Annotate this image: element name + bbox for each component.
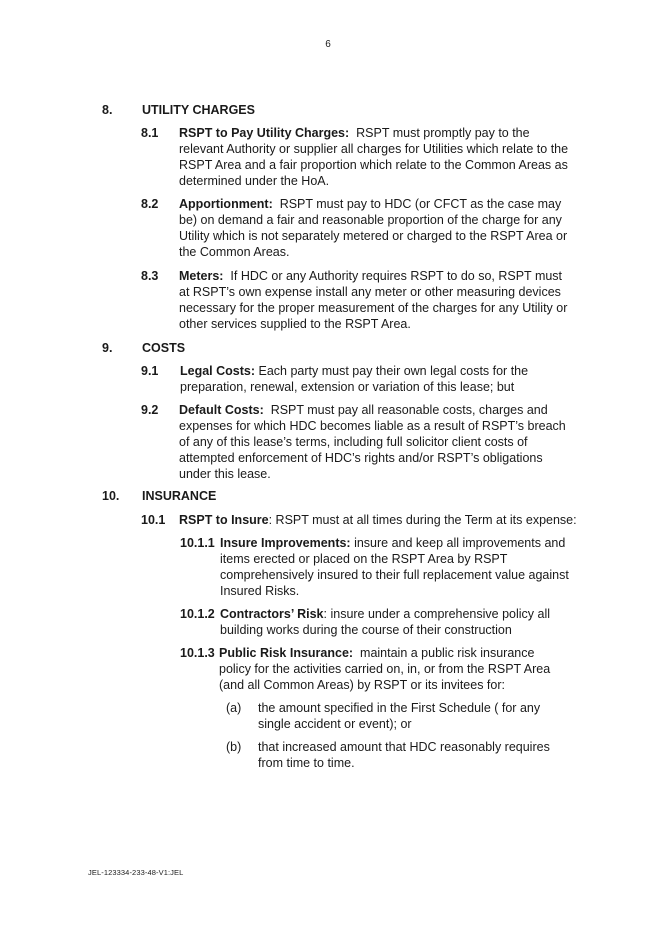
section-title: UTILITY CHARGES xyxy=(142,103,255,117)
clause-text: RSPT must pay all reasonable costs, charges and expenses for which HDC becomes liable as a result of RSPT’s breach of any of this lease’s terms, including full solicitor client costs of attempted enforcement of HDC’s rights and/or RSPT’s obligations under this lease. xyxy=(179,403,566,481)
clause-body xyxy=(179,268,569,332)
subclause-body xyxy=(220,606,570,638)
clause-body xyxy=(179,125,569,189)
clause-number: 9.2 xyxy=(141,403,159,417)
paragraph-text: that increased amount that HDC reasonably requires from time to time. xyxy=(258,740,550,770)
section-number: 9. xyxy=(102,341,113,355)
subclause-number: 10.1.3 xyxy=(180,646,215,660)
clause-text: RSPT must promptly pay to the relevant Authority or supplier all charges for Utilities which relate to the RSPT Area and a fair proportion which relate to the Common Areas as determined under the HoA. xyxy=(179,126,569,188)
clause-text: Each party must pay their own legal costs for the preparation, renewal, extension or variation of this lease; but xyxy=(180,364,529,394)
document-footer-reference: JEL-123334-233-48-V1:JEL xyxy=(88,868,184,877)
section-number: 8. xyxy=(102,103,113,117)
clause-body xyxy=(179,402,569,482)
clause-number: 8.2 xyxy=(141,197,159,211)
paragraph-number: (b) xyxy=(226,740,242,754)
clause-number: 8.3 xyxy=(141,269,159,283)
section-title: INSURANCE xyxy=(142,489,217,503)
subclause-label: Insure Improvements: xyxy=(220,536,351,550)
clause-number: 10.1 xyxy=(141,513,166,527)
subclause-label: Public Risk Insurance: xyxy=(219,646,354,660)
clause-text: RSPT must pay to HDC (or CFCT as the case may be) on demand a fair and reasonable proportion of the charge for any Utility which is not separately metered or charged to the RSPT Area or the Common Areas. xyxy=(179,197,568,259)
clause-label: Default Costs: xyxy=(179,403,264,417)
clause-label: Apportionment: xyxy=(179,197,273,211)
clause-body xyxy=(179,512,577,528)
clause-label: Meters: xyxy=(179,269,224,283)
clause-text: : RSPT must at all times during the Term at its expense: xyxy=(268,513,577,527)
subclause-number: 10.1.1 xyxy=(180,536,215,550)
paragraph-number: (a) xyxy=(226,701,242,715)
subclause-body xyxy=(219,645,569,693)
section-title: COSTS xyxy=(142,341,186,355)
clause-label: RSPT to Pay Utility Charges: xyxy=(179,126,350,140)
subclause-text: insure and keep all improvements and items erected or placed on the RSPT Area by RSPT comprehensively insured to their full replacement value against Insured Risks. xyxy=(220,536,569,598)
subclause-text: maintain a public risk insurance policy for the activities carried on, in, or from the RSPT Area (and all Common Areas) by RSPT or its invitees for: xyxy=(219,646,551,692)
clause-body xyxy=(180,363,552,395)
subclause-text: : insure under a comprehensive policy all building works during the course of their construction xyxy=(220,607,551,637)
paragraph-text: the amount specified in the First Schedule ( for any single accident or event); or xyxy=(258,701,541,731)
clause-body xyxy=(179,196,569,260)
subclause-body xyxy=(220,535,570,599)
section-number: 10. xyxy=(102,489,120,503)
clause-number: 9.1 xyxy=(141,364,159,378)
page-number: 6 xyxy=(325,39,331,50)
clause-number: 8.1 xyxy=(141,126,159,140)
clause-label: RSPT to Insure xyxy=(179,513,269,527)
clause-text: If HDC or any Authority requires RSPT to do so, RSPT must at RSPT’s own expense install any meter or other measuring devices necessary for the proper measurement of the charges for any Utility or other services supplied to the RSPT Area. xyxy=(179,269,568,331)
clause-label: Legal Costs: xyxy=(180,364,256,378)
subclause-number: 10.1.2 xyxy=(180,607,215,621)
subclause-label: Contractors’ Risk xyxy=(220,607,324,621)
